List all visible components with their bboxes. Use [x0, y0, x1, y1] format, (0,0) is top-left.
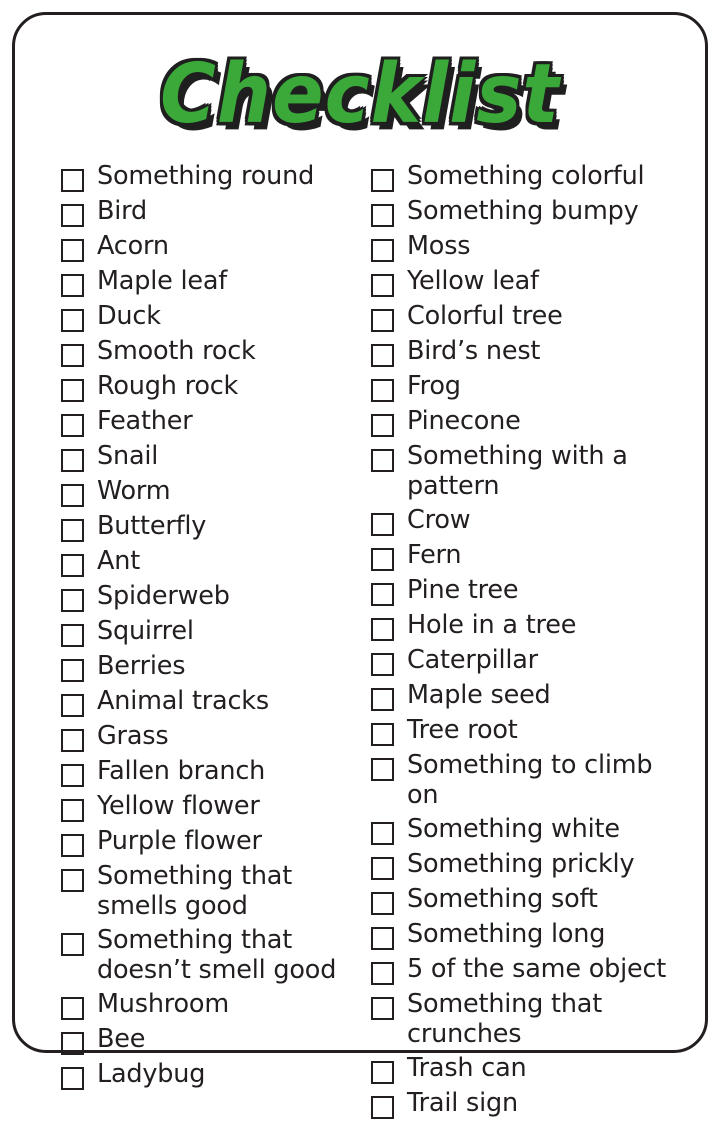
checklist-item[interactable] [371, 505, 681, 536]
checklist-item-label: Ladybug [97, 1059, 206, 1089]
checklist-item-label: Snail [97, 441, 159, 471]
checkbox-icon[interactable] [371, 927, 394, 950]
checklist-item[interactable] [61, 721, 371, 752]
checklist-item-label: Something prickly [407, 849, 635, 879]
checkbox-icon[interactable] [371, 723, 394, 746]
checkbox-icon[interactable] [61, 869, 84, 892]
checklist-item[interactable] [61, 1024, 371, 1055]
checklist-item[interactable] [371, 750, 681, 810]
checkbox-icon[interactable] [61, 694, 84, 717]
checklist-item[interactable] [61, 266, 371, 297]
checklist-item-label: Trail sign [407, 1088, 518, 1118]
checkbox-icon[interactable] [371, 1061, 394, 1084]
checklist-item-label: Fern [407, 540, 462, 570]
checklist-item-label: Something that smells good [97, 861, 292, 921]
checklist-item[interactable] [61, 546, 371, 577]
checkbox-icon[interactable] [61, 933, 84, 956]
checkbox-icon[interactable] [61, 169, 84, 192]
checklist-item[interactable] [371, 680, 681, 711]
checklist-item-label: Squirrel [97, 616, 194, 646]
checkbox-icon[interactable] [371, 618, 394, 641]
checklist-item[interactable] [61, 371, 371, 402]
checklist-item[interactable] [371, 610, 681, 641]
checklist-item[interactable] [61, 196, 371, 227]
checkbox-icon[interactable] [61, 274, 84, 297]
checklist-item-label: Duck [97, 301, 161, 331]
checkbox-icon[interactable] [371, 653, 394, 676]
right-column [371, 161, 681, 1123]
checklist-item[interactable] [371, 1053, 681, 1084]
checklist-item[interactable] [61, 791, 371, 822]
checklist-item[interactable] [371, 540, 681, 571]
checkbox-icon[interactable] [371, 414, 394, 437]
checkbox-icon[interactable] [61, 729, 84, 752]
checklist-item-label: Tree root [407, 715, 518, 745]
checklist-item-label: Ant [97, 546, 141, 576]
checkbox-icon[interactable] [61, 414, 84, 437]
checklist-item[interactable] [371, 919, 681, 950]
checkbox-icon[interactable] [61, 344, 84, 367]
checklist-item[interactable] [61, 301, 371, 332]
checklist-item-label: Something round [97, 161, 315, 191]
checklist-item[interactable] [61, 441, 371, 472]
checkbox-icon[interactable] [371, 997, 394, 1020]
checklist-item-label: Maple seed [407, 680, 551, 710]
checklist-item-label: Smooth rock [97, 336, 256, 366]
checklist-item-label: Pinecone [407, 406, 521, 436]
checklist-item-label: Bee [97, 1024, 146, 1054]
checklist-item-label: Caterpillar [407, 645, 538, 675]
checkbox-icon[interactable] [371, 548, 394, 571]
checkbox-icon[interactable] [61, 309, 84, 332]
checkbox-icon[interactable] [61, 1067, 84, 1090]
checklist-item[interactable] [371, 575, 681, 606]
checklist-item-label: Something that crunches [407, 989, 602, 1049]
checklist-item-label: Yellow leaf [407, 266, 539, 296]
checklist-item-label: Worm [97, 476, 171, 506]
checkbox-icon[interactable] [61, 449, 84, 472]
checkbox-icon[interactable] [371, 344, 394, 367]
checkbox-icon[interactable] [61, 997, 84, 1020]
checklist-item-label: Butterfly [97, 511, 207, 541]
checklist-item[interactable] [61, 406, 371, 437]
checklist-item[interactable] [371, 715, 681, 746]
checkbox-icon[interactable] [61, 239, 84, 262]
checklist-item-label: Hole in a tree [407, 610, 577, 640]
checklist-item-label: 5 of the same object [407, 954, 667, 984]
checklist-item[interactable] [371, 301, 681, 332]
checkbox-icon[interactable] [61, 624, 84, 647]
page-title-container [15, 45, 705, 145]
checklist-item[interactable] [61, 826, 371, 857]
checklist-item[interactable] [61, 861, 371, 921]
checkbox-icon[interactable] [371, 513, 394, 536]
checklist-item-label: Grass [97, 721, 169, 751]
checklist-item[interactable] [371, 231, 681, 262]
checklist-item-label: Purple flower [97, 826, 262, 856]
checkbox-icon[interactable] [61, 659, 84, 682]
checklist-item-label: Something to climb on [407, 750, 653, 810]
checkbox-icon[interactable] [61, 484, 84, 507]
checkbox-icon[interactable] [371, 758, 394, 781]
checklist-item[interactable] [371, 814, 681, 845]
checklist-item-label: Berries [97, 651, 186, 681]
page-title: Checklist [160, 45, 560, 142]
checkbox-icon[interactable] [371, 449, 394, 472]
checkbox-icon[interactable] [371, 379, 394, 402]
checklist-item-label: Acorn [97, 231, 169, 261]
checklist-item[interactable] [61, 616, 371, 647]
checklist-item[interactable] [61, 476, 371, 507]
checklist-item-label: Feather [97, 406, 193, 436]
checkbox-icon[interactable] [371, 688, 394, 711]
checkbox-icon[interactable] [371, 822, 394, 845]
checkbox-icon[interactable] [371, 892, 394, 915]
checklist-item-label: Something bumpy [407, 196, 639, 226]
checklist-item[interactable] [371, 196, 681, 227]
checklist-item[interactable] [61, 686, 371, 717]
checklist-item-label: Something white [407, 814, 620, 844]
checklist-item-label: Fallen branch [97, 756, 266, 786]
checklist-item-label: Rough rock [97, 371, 239, 401]
checklist-item-label: Something soft [407, 884, 598, 914]
checklist-item[interactable] [371, 1088, 681, 1119]
left-column [61, 161, 371, 1123]
checklist-item-label: Something that doesn’t smell good [97, 925, 337, 985]
checklist-item[interactable] [61, 756, 371, 787]
checkbox-icon[interactable] [61, 204, 84, 227]
checklist-item-label: Moss [407, 231, 471, 261]
checklist-item-label: Frog [407, 371, 461, 401]
checklist-item[interactable] [61, 161, 371, 192]
checklist-item-label: Trash can [407, 1053, 527, 1083]
checklist-item-label: Bird’s nest [407, 336, 541, 366]
checkbox-icon[interactable] [61, 519, 84, 542]
checkbox-icon[interactable] [371, 274, 394, 297]
checklist-item[interactable] [371, 954, 681, 985]
checkbox-icon[interactable] [61, 379, 84, 402]
checklist-item-label: Animal tracks [97, 686, 269, 716]
checklist-item-label: Colorful tree [407, 301, 563, 331]
checklist-item[interactable] [61, 651, 371, 682]
checklist-item-label: Something colorful [407, 161, 645, 191]
checklist-item[interactable] [61, 989, 371, 1020]
checklist-item-label: Maple leaf [97, 266, 228, 296]
checklist-item[interactable] [371, 884, 681, 915]
checklist-item[interactable] [371, 989, 681, 1049]
checklist-item-label: Mushroom [97, 989, 229, 1019]
checkbox-icon[interactable] [61, 799, 84, 822]
checkbox-icon[interactable] [371, 204, 394, 227]
checklist-item-label: Something with a pattern [407, 441, 628, 501]
checklist-item-label: Crow [407, 505, 471, 535]
checklist-item[interactable] [61, 336, 371, 367]
checklist-item[interactable] [371, 406, 681, 437]
checklist-item-label: Spiderweb [97, 581, 230, 611]
checkbox-icon[interactable] [61, 1032, 84, 1055]
checkbox-icon[interactable] [371, 169, 394, 192]
checklist-item[interactable] [61, 231, 371, 262]
checkbox-icon[interactable] [371, 309, 394, 332]
checkbox-icon[interactable] [61, 834, 84, 857]
checklist-item-label: Yellow flower [97, 791, 260, 821]
checklist-item-label: Bird [97, 196, 148, 226]
checkbox-icon[interactable] [371, 583, 394, 606]
checkbox-icon[interactable] [61, 589, 84, 612]
checkbox-icon[interactable] [371, 857, 394, 880]
checkbox-icon[interactable] [61, 554, 84, 577]
checklist-item-label: Pine tree [407, 575, 519, 605]
checkbox-icon[interactable] [371, 239, 394, 262]
checkbox-icon[interactable] [371, 962, 394, 985]
checklist-item[interactable] [371, 371, 681, 402]
checkbox-icon[interactable] [61, 764, 84, 787]
checklist-item[interactable] [61, 925, 371, 985]
checklist-item[interactable] [61, 511, 371, 542]
checklist-columns [15, 161, 705, 1123]
checklist-item[interactable] [371, 336, 681, 367]
checklist-item[interactable] [371, 161, 681, 192]
checklist-item[interactable] [61, 1059, 371, 1090]
checklist-item[interactable] [61, 581, 371, 612]
checklist-item[interactable] [371, 266, 681, 297]
checklist-item[interactable] [371, 645, 681, 676]
checklist-item[interactable] [371, 849, 681, 880]
checklist-item[interactable] [371, 441, 681, 501]
checklist-card [12, 12, 708, 1118]
checklist-item-label: Something long [407, 919, 606, 949]
checkbox-icon[interactable] [371, 1096, 394, 1119]
